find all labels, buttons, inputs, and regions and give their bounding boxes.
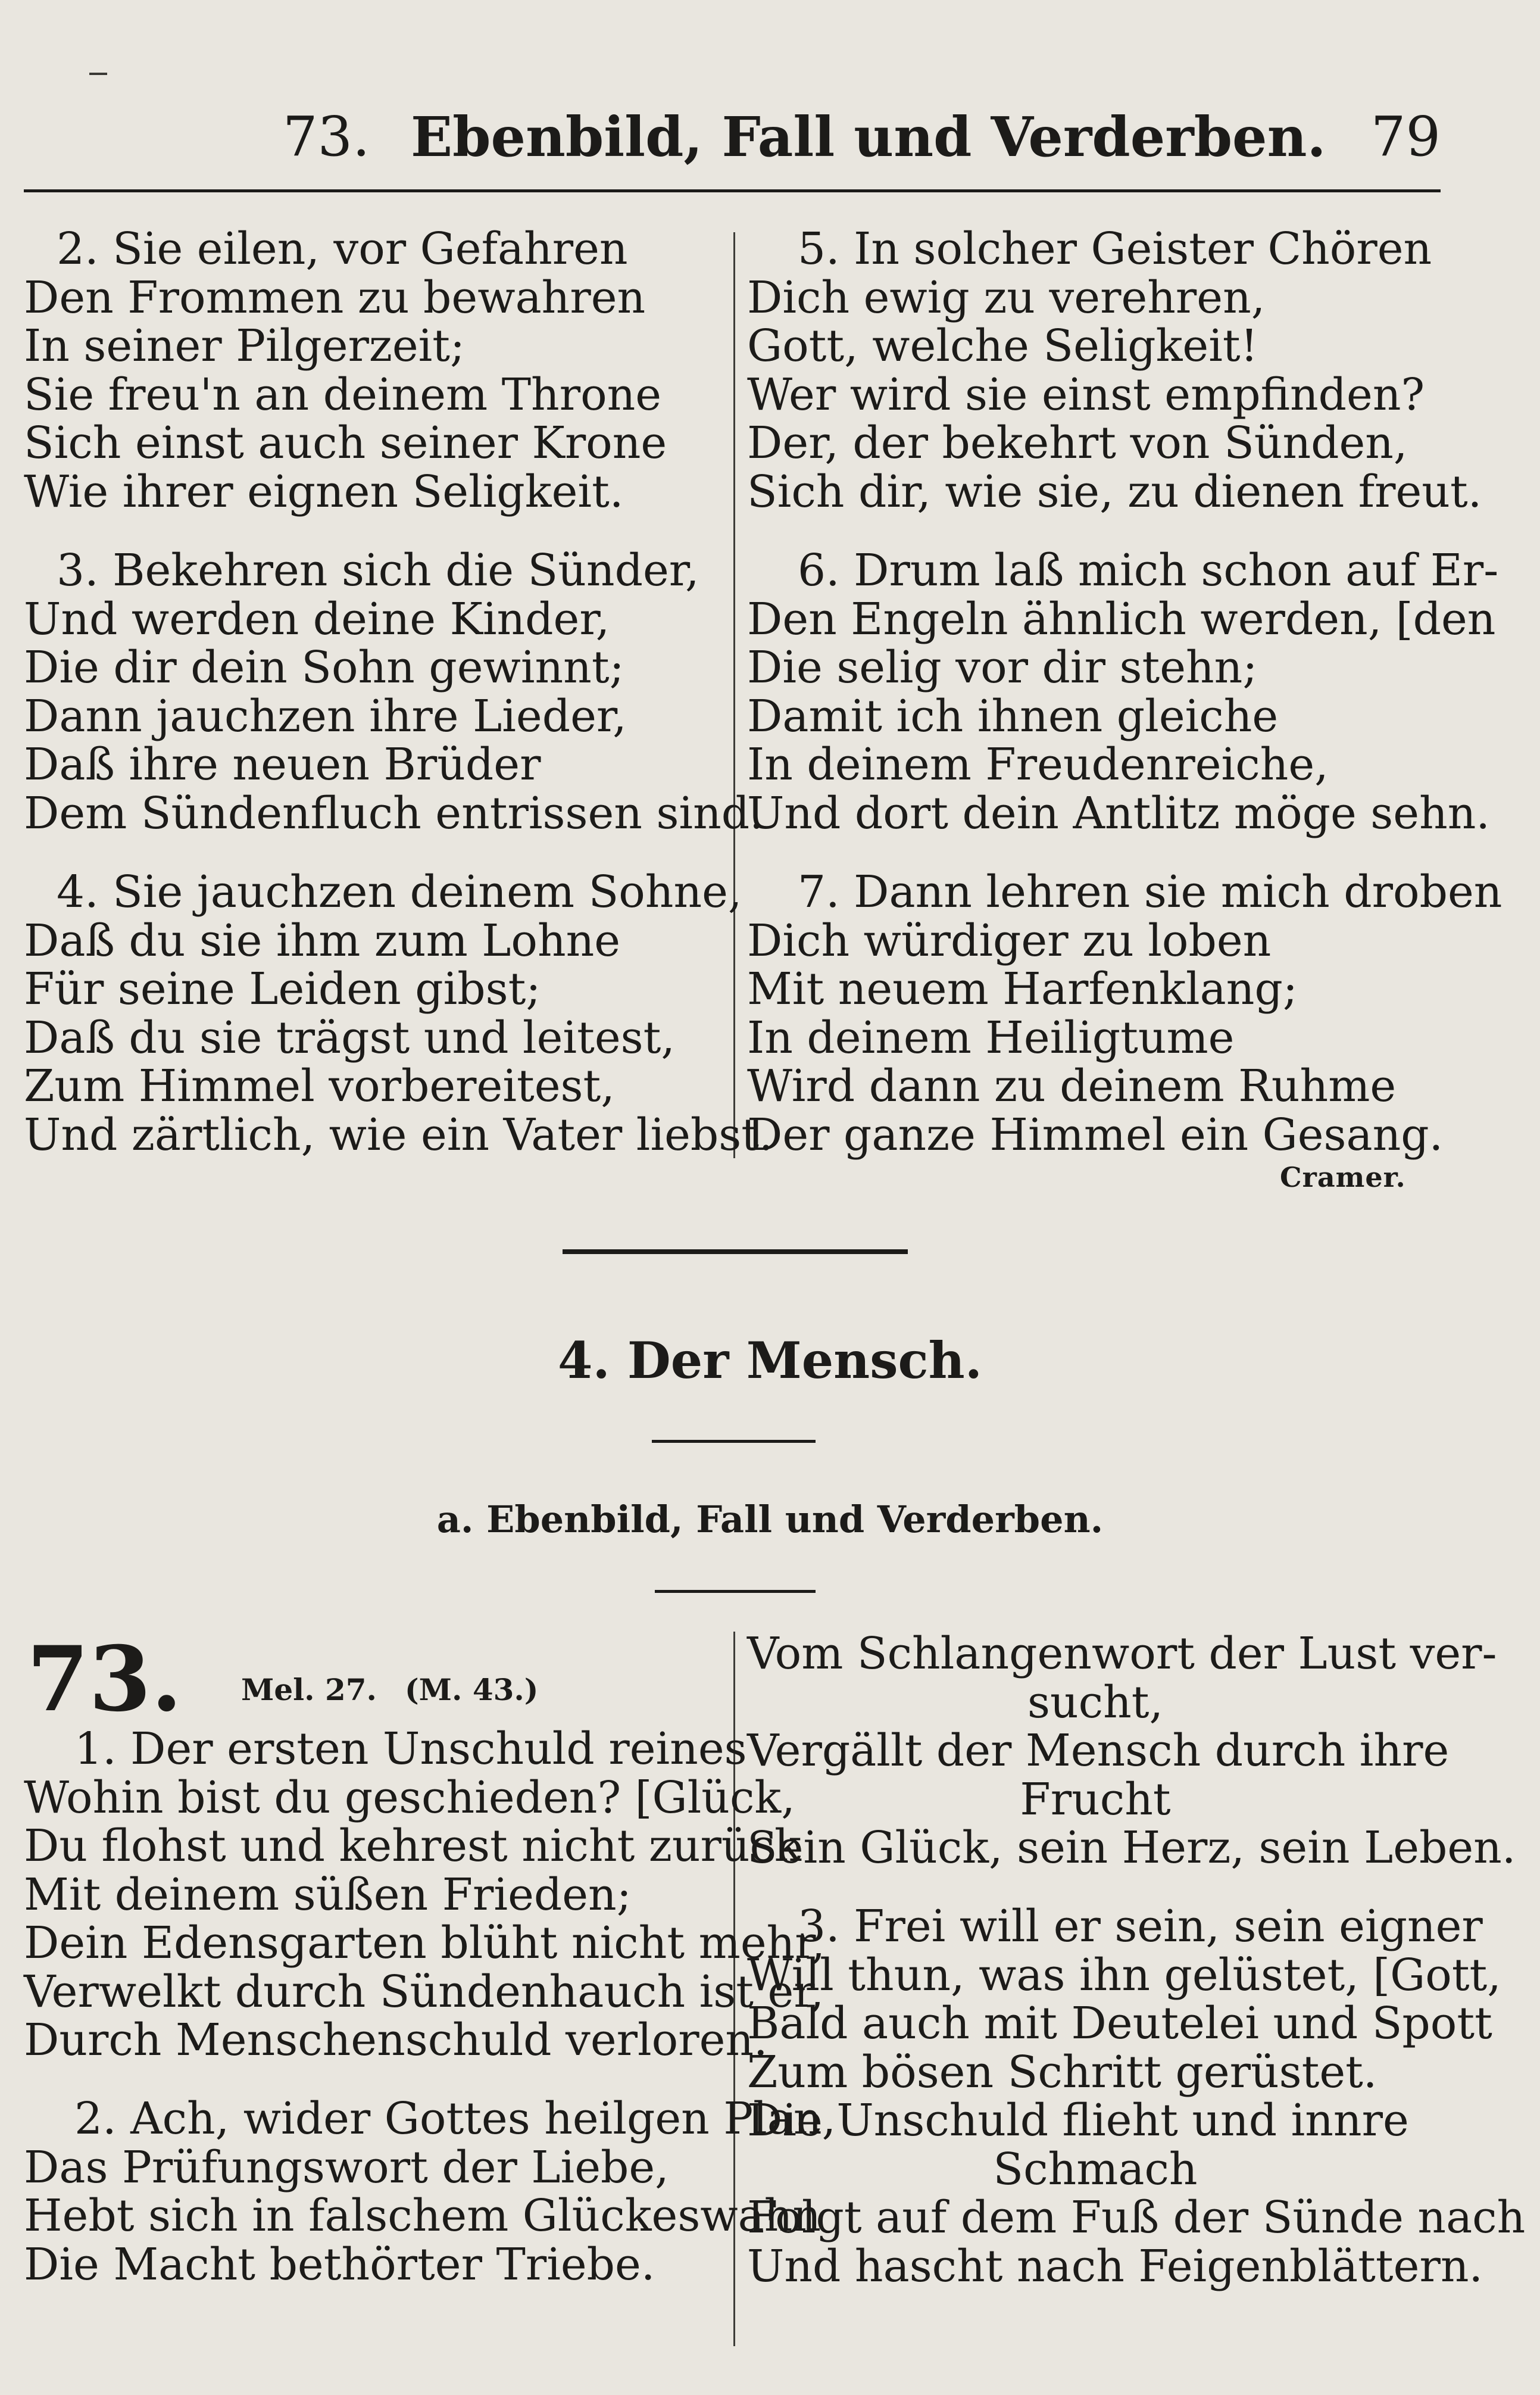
verse-line: Damit ich ihnen gleiche <box>747 690 1279 742</box>
verse-line: 2. Ach, wider Gottes heilgen Plan, <box>74 2093 836 2144</box>
verse-line: Sein Glück, sein Herz, sein Leben. <box>747 1822 1516 1873</box>
verse-line: 1. Der ersten Unschuld reines <box>74 1723 747 1775</box>
verse-line: Verwelkt durch Sündenhauch ist er, <box>24 1966 824 2017</box>
running-header <box>24 92 1441 182</box>
verse-3 <box>24 547 764 838</box>
verse-line: Mit deinem süßen Frieden; <box>24 1869 632 1920</box>
verse-line: Will thun, was ihn gelüstet, [Gott, <box>747 1949 1501 2001</box>
hymn73-verse-3 <box>747 1901 1526 2292</box>
verse-line: Zum bösen Schritt gerüstet. <box>747 2046 1377 2098</box>
verse-line: Dem Sündenfluch entrissen sind. <box>24 787 764 839</box>
header-rule <box>24 189 1441 192</box>
verse-line: Wie ihrer eignen Seligkeit. <box>24 466 624 517</box>
verse-line: Wohin bist du geschieden? [Glück, <box>24 1772 795 1823</box>
hymn73-verse-1 <box>24 1725 825 2065</box>
verse-line: Dich würdiger zu loben <box>747 915 1272 966</box>
hymn73-verse-2 <box>24 2095 836 2289</box>
verse-line: Daß ihre neuen Brüder <box>24 739 541 790</box>
subsection-title: a. Ebenbild, Fall und Verderben. <box>436 1498 1104 1541</box>
verse-line: 7. Dann lehren sie mich droben <box>798 866 1502 918</box>
page-number: 79 <box>1370 105 1441 169</box>
verse-line: Den Engeln ähnlich werden, [den <box>747 593 1496 645</box>
verse-line: Dein Edensgarten blüht nicht mehr, <box>24 1917 826 1969</box>
verse-line: sucht, <box>1027 1676 1163 1728</box>
verse-line: Die Unschuld flieht und innre <box>747 2095 1409 2146</box>
verse-line: Durch Menschenschuld verloren. <box>24 2014 768 2066</box>
verse-line: Die dir dein Sohn gewinnt; <box>24 642 624 693</box>
melody-reference: Mel. 27. <box>241 1672 377 1707</box>
verse-line: 3. Bekehren sich die Sünder, <box>57 545 699 596</box>
verse-line: Sie freu'n an deinem Throne <box>24 369 662 420</box>
verse-line: Dann jauchzen ihre Lieder, <box>24 690 627 742</box>
verse-line: Daß du sie ihm zum Lohne <box>24 915 621 966</box>
verse-line: Und zärtlich, wie ein Vater liebst. <box>24 1109 773 1161</box>
verse-2 <box>24 225 667 516</box>
verse-line: In deinem Freudenreiche, <box>747 739 1329 790</box>
verse-line: 6. Drum laß mich schon auf Er- <box>798 545 1499 596</box>
verse-line: Schmach <box>993 2143 1198 2195</box>
verse-line: Sich dir, wie sie, zu dienen freut. <box>747 466 1482 517</box>
verse-line: Folgt auf dem Fuß der Sünde nach <box>747 2192 1526 2243</box>
verse-line: 2. Sie eilen, vor Gefahren <box>57 223 628 275</box>
margin-mark <box>89 73 107 75</box>
hymn-number: 73. <box>27 1627 182 1732</box>
section-rule-short <box>652 1440 816 1443</box>
verse-line: Für seine Leiden gibst; <box>24 963 541 1015</box>
verse-line: Mit neuem Harfenklang; <box>747 963 1298 1015</box>
verse-line: Wer wird sie einst empfinden? <box>747 369 1425 420</box>
verse-line: 4. Sie jauchzen deinem Sohne, <box>57 866 742 918</box>
verse-line: Frucht <box>1020 1773 1171 1825</box>
verse-line: 3. Frei will er sein, sein eigner <box>798 1901 1483 1952</box>
verse-7 <box>747 868 1502 1159</box>
verse-4 <box>24 868 773 1159</box>
verse-line: Die selig vor dir stehn; <box>747 642 1258 693</box>
header-title: Ebenbild, Fall und Verderben. <box>411 105 1326 169</box>
verse-line: In deinem Heiligtume <box>747 1012 1235 1064</box>
verse-line: In seiner Pilgerzeit; <box>24 320 465 372</box>
section-title: 4. Der Mensch. <box>558 1331 982 1390</box>
author-attribution: Cramer. <box>1280 1161 1406 1193</box>
verse-line: Hebt sich in falschem Glückeswahn <box>24 2190 821 2241</box>
verse-line: Und werden deine Kinder, <box>24 593 610 645</box>
verse-line: Sich einst auch seiner Krone <box>24 417 667 469</box>
verse-5 <box>747 225 1482 516</box>
verse-line: Dich ewig zu verehren, <box>747 272 1266 323</box>
verse-line: Wird dann zu deinem Ruhme <box>747 1061 1397 1112</box>
verse-line: Bald auch mit Deutelei und Spott <box>747 1998 1492 2049</box>
verse-line: Zum Himmel vorbereitest, <box>24 1061 615 1112</box>
verse-line: Und dort dein Antlitz möge sehn. <box>747 787 1490 839</box>
verse-line: Daß du sie trägst und leitest, <box>24 1012 675 1064</box>
verse-line: Gott, welche Seligkeit! <box>747 320 1258 372</box>
verse-6 <box>747 547 1498 838</box>
header-hymn-number: 73. <box>283 105 370 169</box>
verse-line: Vom Schlangenwort der Lust ver- <box>747 1628 1497 1679</box>
subsection-rule <box>655 1590 816 1593</box>
verse-line: 5. In solcher Geister Chören <box>798 223 1432 275</box>
verse-line: Du flohst und kehrest nicht zurück <box>24 1820 801 1872</box>
verse-line: Und hascht nach Feigenblättern. <box>747 2240 1483 2292</box>
melody-alt-reference: (M. 43.) <box>405 1672 539 1707</box>
hymn73-verse-2-cont <box>747 1628 1516 1873</box>
verse-line: Vergällt der Mensch durch ihre <box>747 1725 1450 1776</box>
verse-line: Das Prüfungswort der Liebe, <box>24 2141 669 2193</box>
verse-line: Die Macht bethörter Triebe. <box>24 2238 655 2290</box>
section-rule <box>563 1249 908 1254</box>
verse-line: Den Frommen zu bewahren <box>24 272 646 323</box>
verse-line: Der, der bekehrt von Sünden, <box>747 417 1408 469</box>
verse-line: Der ganze Himmel ein Gesang. <box>747 1109 1444 1161</box>
